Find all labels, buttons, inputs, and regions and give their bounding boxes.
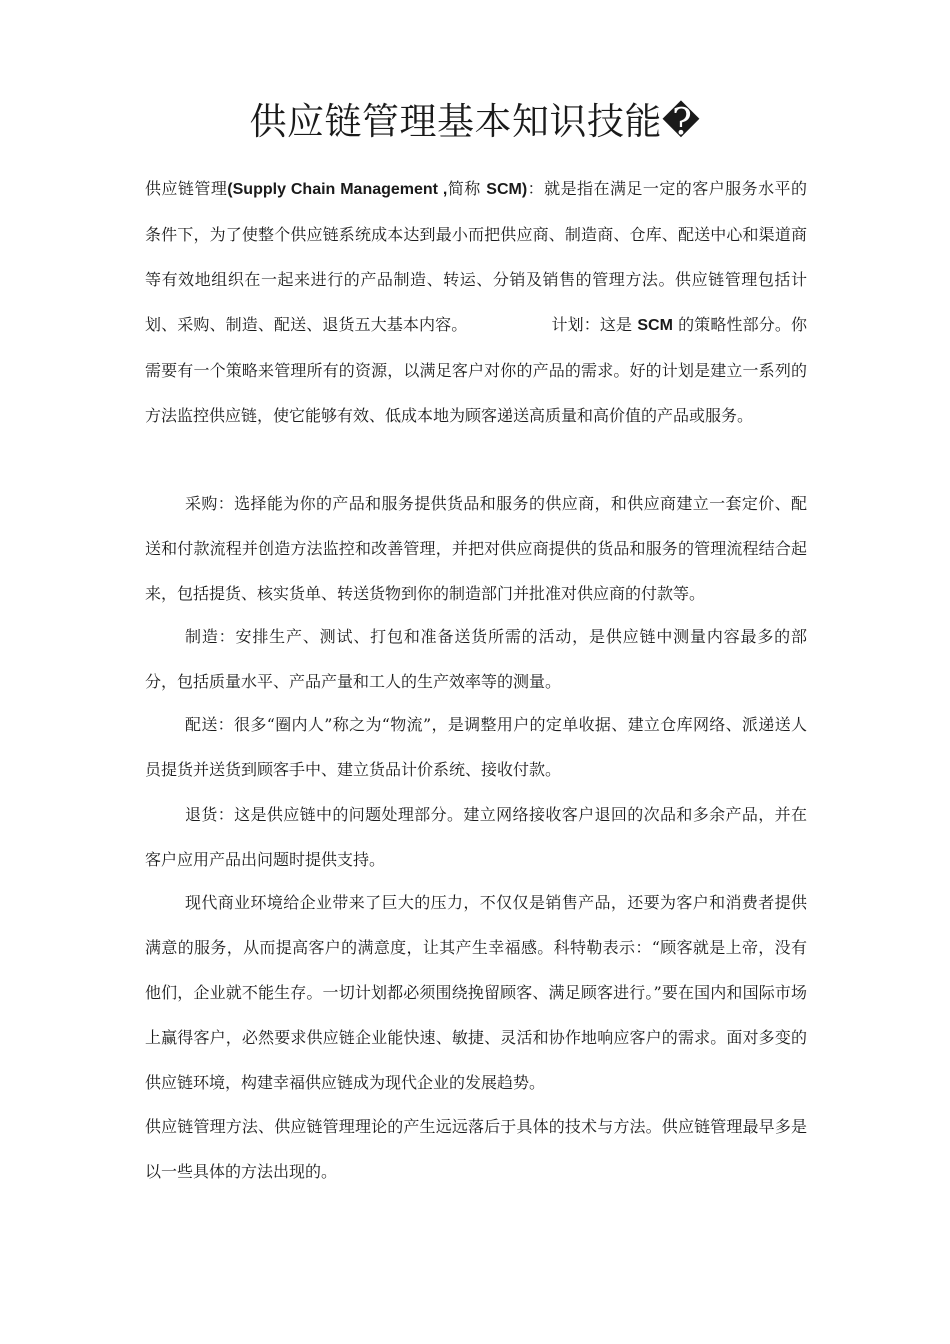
manufacturing-paragraph: 制造：安排生产、测试、打包和准备送货所需的活动，是供应链中测量内容最多的部分，包括质量水平、产品产量和工人的生产效率等的测量。 [145, 627, 807, 691]
delivery-paragraph: 配送：很多“圈内人”称之为“物流”，是调整用户的定单收据、建立仓库网络、派递送人员提货并送货到顾客手中、建立货品计价系统、接收付款。 [145, 715, 807, 779]
returns-paragraph: 退货：这是供应链中的问题处理部分。建立网络接收客户退回的次品和多余产品，并在客户应用产品出问题时提供支持。 [145, 805, 807, 869]
modern-environment-paragraph: 现代商业环境给企业带来了巨大的压力，不仅仅是销售产品，还要为客户和消费者提供满意的服务，从而提高客户的满意度，让其产生幸福感。科特勒表示：“顾客就是上帝，没有他们，企业就不能生存。一切计划都必须围绕挽留顾客、满足顾客进行。”要在国内和国际市场上赢得客户，必然要求供应链企业能快速、敏捷、灵活和协作地响应客户的需求。面对多变的供应链环境，构建幸福供应链成为现代企业的发展趋势。 [145, 893, 807, 1092]
intro-term-english: (Supply Chain Management , [227, 181, 448, 198]
intro-text-1: 供应链管理 [145, 179, 228, 198]
intro-text-3: ：就是指在满足一定的客户服务水平的条件下，为了使整个供应链系统成本达到最小而把供应商、制造商、仓库、配送中心和渠道商等有效地组织在一起来进行的产品制造、转运、分销及销售的管理方法。供应链管理包括计划、采购、制造、配送、退货五大基本内容。 [145, 179, 807, 334]
procurement-paragraph: 采购：选择能为你的产品和服务提供货品和服务的供应商，和供应商建立一套定价、配送和付款流程并创造方法监控和改善管理，并把对供应商提供的货品和服务的管理流程结合起来，包括提货、核实货单、转送货物到你的制造部门并批准对供应商的付款等。 [145, 494, 807, 603]
methods-paragraph: 供应链管理方法、供应链管理理论的产生远远落后于具体的技术与方法。供应链管理最早多是以一些具体的方法出现的。 [145, 1117, 807, 1181]
document-title: 供应链管理基本知识技能� [249, 100, 701, 143]
plan-text-2: 的策略性部分。你需要有一个策略来管理所有的资源，以满足客户对你的产品的需求。好的计划是建立一系列的方法监控供应链，使它能够有效、低成本地为顾客递送高质量和高价值的产品或服务。 [145, 315, 807, 425]
plan-term-scm: SCM [637, 317, 673, 334]
plan-text-1: 计划：这是 [551, 315, 638, 334]
intro-term-scm: SCM) [486, 181, 528, 198]
intro-text-2: 简称 [447, 179, 487, 198]
intro-paragraph [145, 166, 807, 438]
